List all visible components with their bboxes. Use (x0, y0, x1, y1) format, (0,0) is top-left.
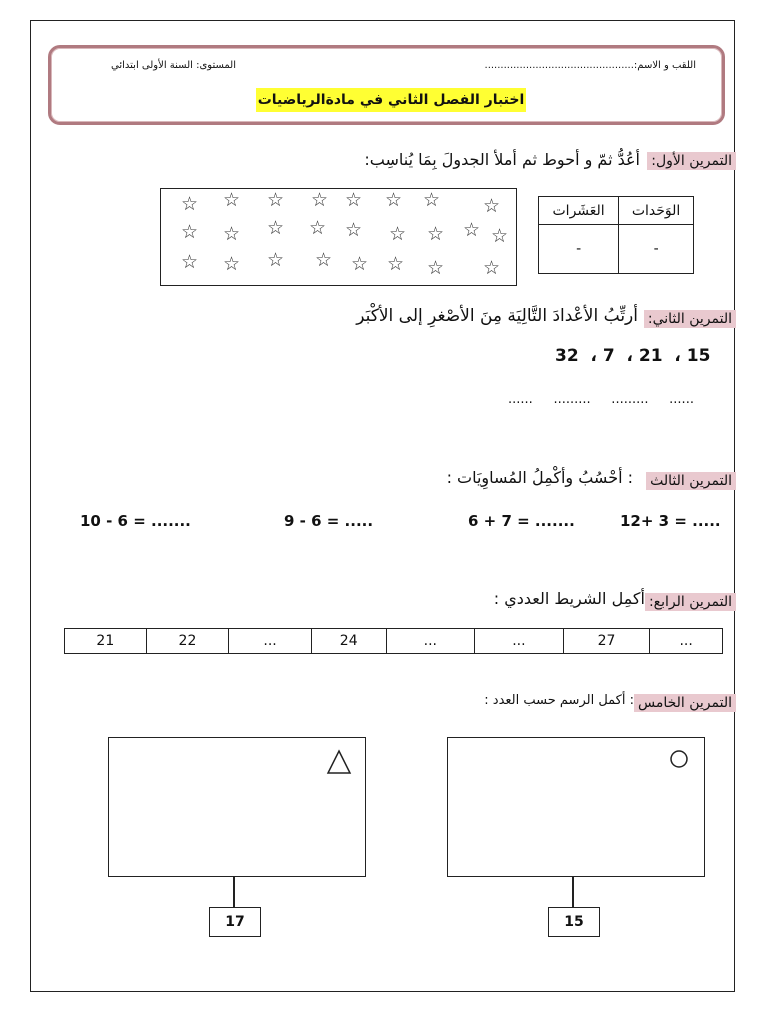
star-icon: ☆ (267, 217, 285, 239)
right-number-box: 15 (548, 907, 600, 937)
star-icon: ☆ (267, 189, 285, 211)
level-label: المستوى: السنة الأولى ابتدائي (111, 60, 236, 71)
strip-cell: 27 (563, 629, 650, 654)
strip-cell[interactable]: ... (475, 629, 564, 654)
strip-cell[interactable]: ... (386, 629, 475, 654)
right-drawing-box[interactable] (447, 737, 705, 877)
exercise5-instruction: : أكمل الرسم حسب العدد : (484, 693, 634, 708)
star-icon: ☆ (181, 221, 199, 243)
star-icon: ☆ (423, 189, 441, 211)
star-icon: ☆ (351, 253, 369, 275)
equation-3[interactable]: 6 + 7 = ....... (468, 512, 575, 530)
exercise4-instruction: أكمِل الشريط العددي : (493, 589, 645, 608)
strip-cell: 22 (146, 629, 229, 654)
number-line-strip (64, 628, 723, 654)
star-icon: ☆ (181, 251, 199, 273)
place-value-table (538, 196, 694, 274)
star-icon: ☆ (463, 219, 481, 241)
units-header: الوَحَدات (619, 197, 694, 225)
exercise5-label: التمرين الخامس (634, 694, 736, 712)
exam-title: اختبار الفصل الثاني في مادةالرياضيات (256, 88, 526, 112)
triangle-icon (326, 748, 356, 778)
circle-icon (668, 748, 692, 772)
strip-cell: 21 (65, 629, 147, 654)
numbers-to-order: 32 ، 7 ، 21 ، 15 (555, 346, 711, 366)
right-connector (572, 877, 574, 908)
stars-box[interactable] (160, 188, 517, 286)
star-icon: ☆ (427, 257, 445, 279)
left-number-box: 17 (209, 907, 261, 937)
star-icon: ☆ (309, 217, 327, 239)
star-icon: ☆ (223, 189, 241, 211)
star-icon: ☆ (223, 253, 241, 275)
star-icon: ☆ (389, 223, 407, 245)
exercise1-instruction: أعُدُّ ثمّ و أحوط ثم أملأ الجدولَ بِمَا يُناسِب: (364, 150, 640, 169)
strip-cell[interactable]: ... (229, 629, 312, 654)
star-icon: ☆ (267, 249, 285, 271)
units-answer-cell[interactable]: - (619, 225, 694, 274)
star-icon: ☆ (385, 189, 403, 211)
left-connector (233, 877, 235, 908)
tens-header: العَشَرات (539, 197, 619, 225)
strip-cell[interactable]: ... (650, 629, 723, 654)
exercise3-label: التمرين الثالث (646, 472, 736, 490)
strip-cell: 24 (311, 629, 386, 654)
star-icon: ☆ (491, 225, 509, 247)
star-icon: ☆ (345, 219, 363, 241)
equation-4[interactable]: 12+ 3 = ..... (620, 512, 721, 530)
exercise4-label: التمرين الرابع: (645, 593, 736, 611)
exercise2-instruction: أرتِّبُ الأعْدادَ التَّالِيَة مِنَ الأصْغرِ إلى الأكْبَر (356, 306, 638, 326)
star-icon: ☆ (345, 189, 363, 211)
star-icon: ☆ (223, 223, 241, 245)
star-icon: ☆ (387, 253, 405, 275)
student-name-field[interactable]: اللقب و الاسم:............................................... (484, 60, 696, 71)
equation-2[interactable]: 9 - 6 = ..... (284, 512, 374, 530)
star-icon: ☆ (315, 249, 333, 271)
equation-1[interactable]: 10 - 6 = ....... (80, 512, 191, 530)
exercise2-label: التمرين الثاني: (644, 310, 736, 328)
exercise3-instruction: : أحْسُبُ وأكْمِلُ المُساوِيَات : (446, 468, 633, 487)
tens-answer-cell[interactable]: - (539, 225, 619, 274)
star-icon: ☆ (427, 223, 445, 245)
star-icon: ☆ (483, 257, 501, 279)
order-answer-line[interactable]: ...... ......... ......... ...... (508, 392, 694, 407)
star-icon: ☆ (311, 189, 329, 211)
left-drawing-box[interactable] (108, 737, 366, 877)
star-icon: ☆ (181, 193, 199, 215)
star-icon: ☆ (483, 195, 501, 217)
exercise1-label: التمرين الأول: (647, 152, 736, 170)
exam-header (48, 45, 725, 125)
